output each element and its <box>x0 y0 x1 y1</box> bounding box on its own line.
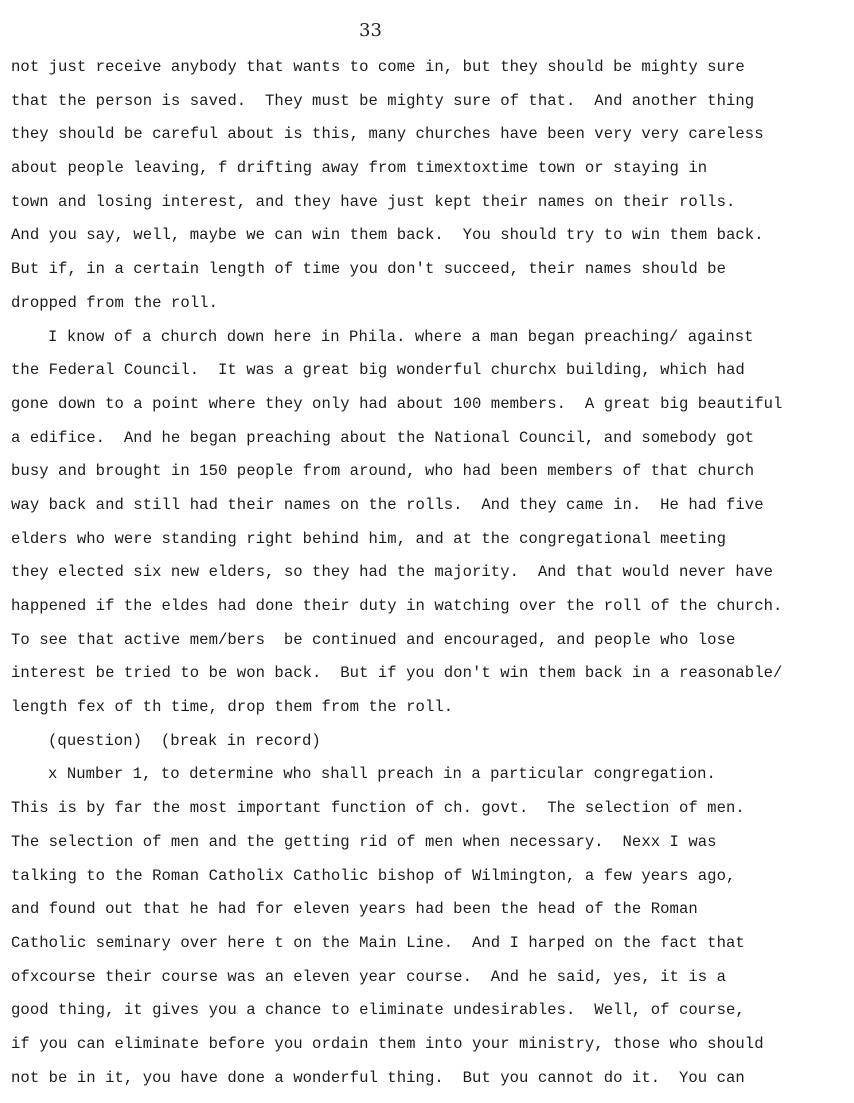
text-line: This is by far the most important function of ch. govt. The selection of men. <box>11 799 745 818</box>
text-line: they elected six new elders, so they had the majority. And that would never have <box>11 563 774 582</box>
text-line: length fex of th time, drop them from the roll. <box>11 698 454 717</box>
text-line: a edifice. And he began preaching about the National Council, and somebody got <box>11 428 755 447</box>
text-line: dropped from the roll. <box>11 293 218 312</box>
text-line: way back and still had their names on the rolls. And they came in. He had five <box>11 495 764 514</box>
text-line: ofxcourse their course was an eleven year course. And he said, yes, it is a <box>11 967 726 986</box>
text-line: talking to the Roman Catholix Catholic bishop of Wilmington, a few years ago, <box>11 866 736 885</box>
text-line: not just receive anybody that wants to come in, but they should be mighty sure <box>11 58 745 76</box>
text-line: town and losing interest, and they have just kept their names on their rolls. <box>11 192 736 211</box>
document-body <box>11 54 851 1098</box>
text-line: elders who were standing right behind him, and at the congregational meeting <box>11 529 726 548</box>
text-line: the Federal Council. It was a great big wonderful churchx building, which had <box>11 361 745 380</box>
text-line: about people leaving, f drifting away from timextoxtime town or staying in <box>11 159 708 178</box>
text-line: and found out that he had for eleven years had been the head of the Roman <box>11 900 698 919</box>
text-line: (question) (break in record) <box>48 731 321 750</box>
text-line: interest be tried to be won back. But if you don't win them back in a reasonable/ <box>11 664 783 683</box>
text-line: gone down to a point where they only had about 100 members. A great big beautiful <box>11 394 783 413</box>
text-line: I know of a church down here in Phila. where a man began preaching/ against <box>48 327 754 346</box>
text-line: Catholic seminary over here t on the Main Line. And I harped on the fact that <box>11 933 745 952</box>
text-line: And you say, well, maybe we can win them back. You should try to win them back. <box>11 226 764 245</box>
text-line: But if, in a certain length of time you don't succeed, their names should be <box>11 260 726 279</box>
text-line: x Number 1, to determine who shall preach in a particular congregation. <box>48 765 716 784</box>
text-line: not be in it, you have done a wonderful thing. But you cannot do it. You can <box>11 1068 745 1087</box>
text-line: that the person is saved. They must be mighty sure of that. And another thing <box>11 91 755 110</box>
text-line: busy and brought in 150 people from around, who had been members of that church <box>11 462 755 481</box>
text-line: if you can eliminate before you ordain them into your ministry, those who should <box>11 1034 764 1053</box>
text-line: they should be careful about is this, many churches have been very very careless <box>11 125 764 144</box>
page-number: 33 <box>359 20 382 41</box>
text-line: happened if the eldes had done their duty in watching over the roll of the church. <box>11 597 783 615</box>
text-line: To see that active mem/bers be continued and encouraged, and people who lose <box>11 630 736 649</box>
text-line: The selection of men and the getting rid of men when necessary. Nexx I was <box>11 832 717 851</box>
text-line: good thing, it gives you a chance to eliminate undesirables. Well, of course, <box>11 1001 745 1020</box>
